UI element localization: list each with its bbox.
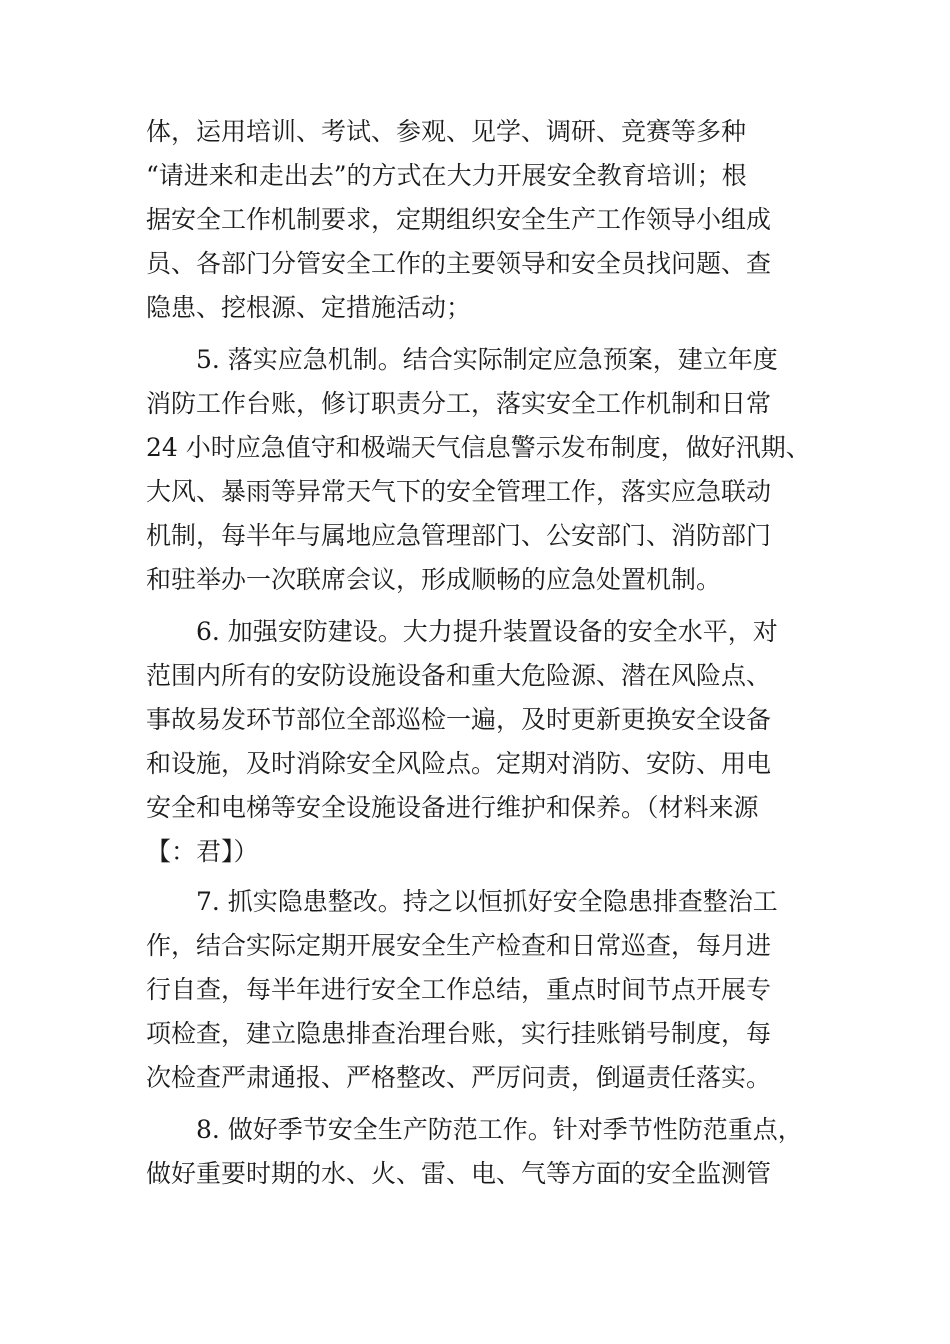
paragraph-8-heading-line: 8. 做好季节安全生产防范工作。针对季节性防范重点， bbox=[196, 1115, 803, 1144]
text-line: 员、各部门分管安全工作的主要领导和安全员找问题、查 bbox=[146, 249, 772, 278]
text-line: 做好重要时期的水、火、雷、电、气等方面的安全监测管 bbox=[146, 1159, 772, 1188]
text-line: 体，运用培训、考试、参观、见学、调研、竞赛等多种 bbox=[146, 117, 747, 146]
paragraph-5-heading-line: 5. 落实应急机制。结合实际制定应急预案，建立年度 bbox=[196, 345, 778, 374]
text-line: 安全和电梯等安全设施设备进行维护和保养。（材料来源 bbox=[146, 793, 759, 822]
text-line: 消防工作台账，修订职责分工，落实安全工作机制和日常 bbox=[146, 389, 772, 418]
paragraph-6-heading-line: 6. 加强安防建设。大力提升装置设备的安全水平，对 bbox=[196, 617, 778, 646]
text-line: “请进来和走出去”的方式在大力开展安全教育培训；根 bbox=[146, 161, 747, 190]
text-line: 隐患、挖根源、定措施活动； bbox=[146, 293, 472, 322]
text-line: 【：君】） bbox=[146, 837, 259, 866]
paragraph-7-heading-line: 7. 抓实隐患整改。持之以恒抓好安全隐患排查整治工 bbox=[196, 887, 778, 916]
text-line: 24 小时应急值守和极端天气信息警示发布制度，做好汛期、 bbox=[146, 433, 811, 462]
text-line: 据安全工作机制要求，定期组织安全生产工作领导小组成 bbox=[146, 205, 772, 234]
text-line: 机制，每半年与属地应急管理部门、公安部门、消防部门 bbox=[146, 521, 772, 550]
text-line: 和驻举办一次联席会议，形成顺畅的应急处置机制。 bbox=[146, 565, 722, 594]
text-line: 范围内所有的安防设施设备和重大危险源、潜在风险点、 bbox=[146, 661, 772, 690]
text-line: 次检查严肃通报、严格整改、严厉问责，倒逼责任落实。 bbox=[146, 1063, 772, 1092]
text-line: 行自查，每半年进行安全工作总结，重点时间节点开展专 bbox=[146, 975, 772, 1004]
text-line: 作，结合实际定期开展安全生产检查和日常巡查，每月进 bbox=[146, 931, 772, 960]
text-line: 事故易发环节部位全部巡检一遍，及时更新更换安全设备 bbox=[146, 705, 772, 734]
text-line: 项检查，建立隐患排查治理台账，实行挂账销号制度，每 bbox=[146, 1019, 772, 1048]
text-line: 大风、暴雨等异常天气下的安全管理工作，落实应急联动 bbox=[146, 477, 772, 506]
text-line: 和设施，及时消除安全风险点。定期对消防、安防、用电 bbox=[146, 749, 772, 778]
